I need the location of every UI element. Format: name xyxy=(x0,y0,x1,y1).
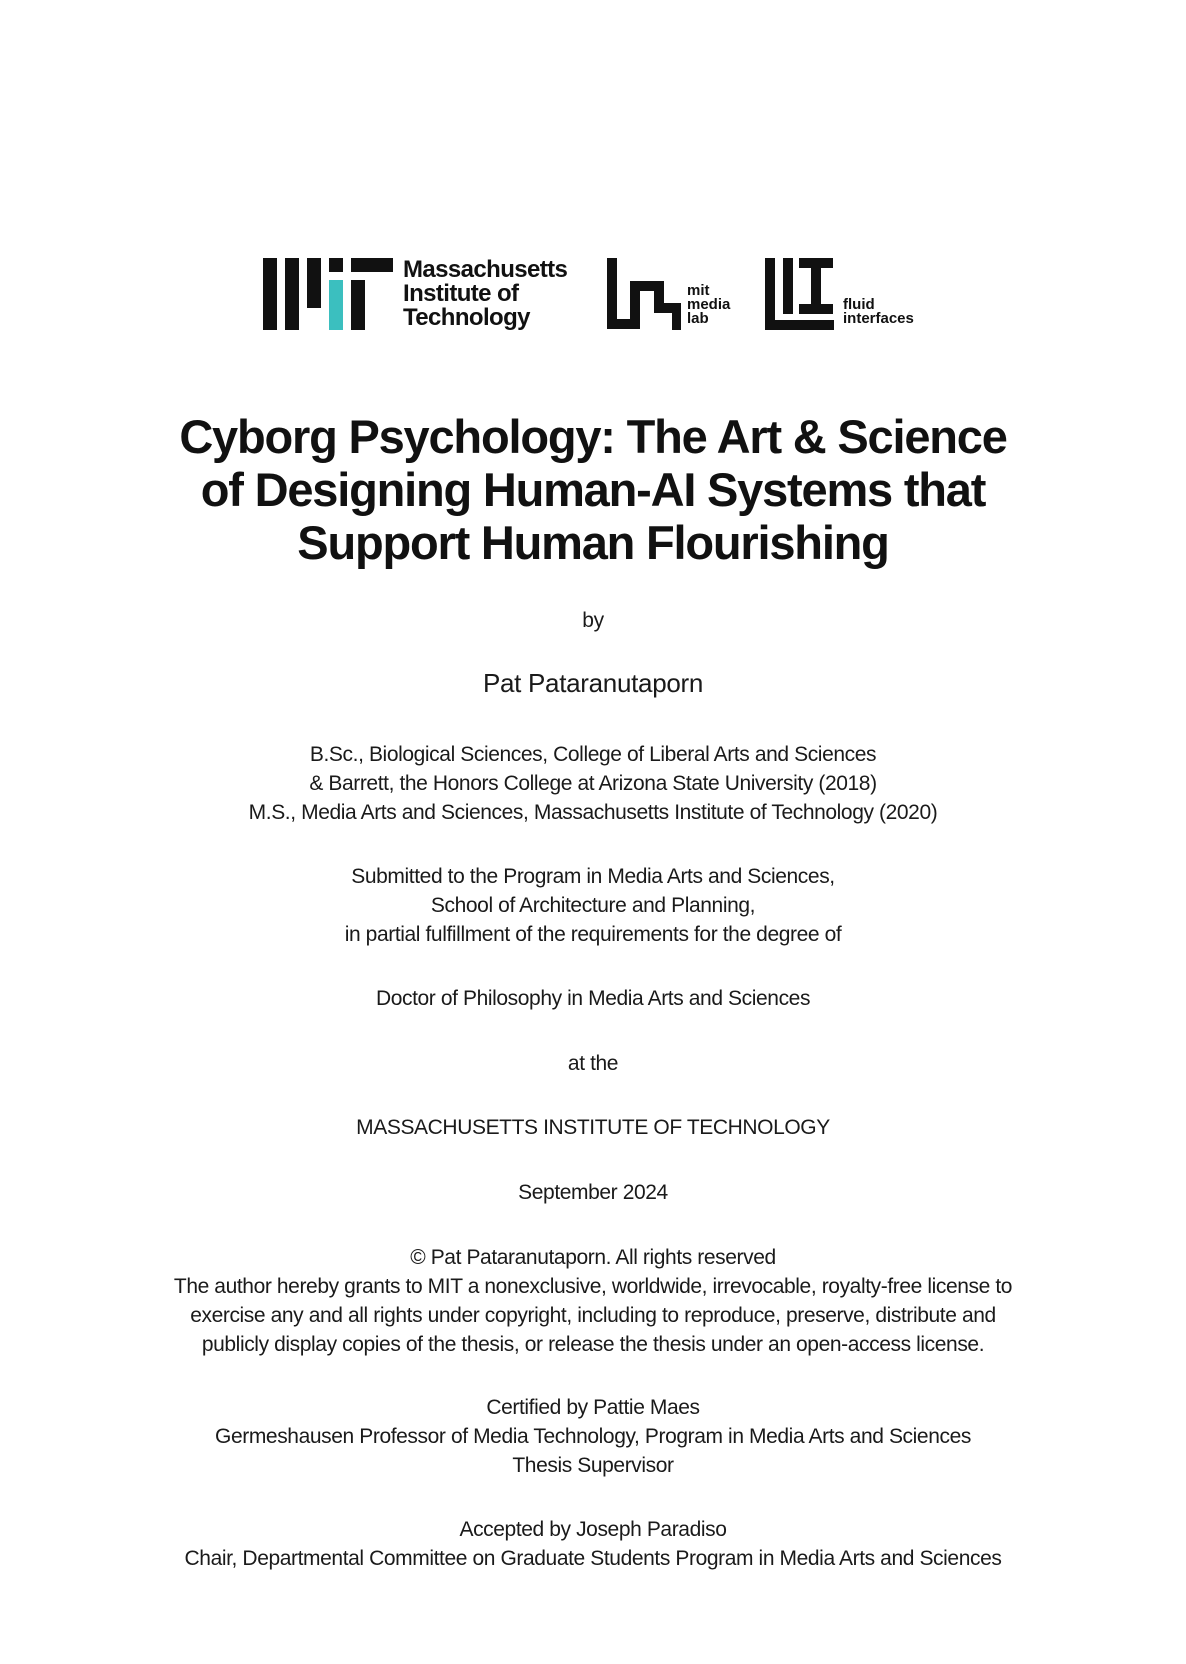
certification xyxy=(60,1393,1126,1480)
author-name: Pat Pataranutaporn xyxy=(482,668,704,698)
mit-wordmark xyxy=(403,258,567,330)
fluid-interfaces-wordmark xyxy=(843,298,914,326)
degree-line: M.S., Media Arts and Sciences, Massachusetts Institute of Technology (2020) xyxy=(248,801,938,824)
prior-degrees xyxy=(60,740,1126,827)
media-lab-wordmark xyxy=(687,284,730,326)
copyright-line: publicly display copies of the thesis, or release the thesis under an open-access license. xyxy=(201,1333,985,1356)
acceptance xyxy=(60,1515,1126,1573)
media-lab-wordmark-line: lab xyxy=(687,310,709,327)
degree-line: B.Sc., Biological Sciences, College of Liberal Arts and Sciences xyxy=(309,743,877,766)
submission-line: Submitted to the Program in Media Arts and Sciences, xyxy=(351,865,835,888)
submission-statement xyxy=(60,862,1126,949)
copyright-notice xyxy=(60,1243,1126,1359)
title-line: of Designing Human-AI Systems that xyxy=(200,463,986,516)
degree-line: & Barrett, the Honors College at Arizona State University (2018) xyxy=(309,772,877,795)
thesis-title xyxy=(60,410,1126,569)
mit-wordmark-line: Technology xyxy=(403,304,530,331)
acceptance-line: Accepted by Joseph Paradiso xyxy=(459,1518,727,1541)
copyright-line: The author hereby grants to MIT a nonexclusive, worldwide, irrevocable, royalty-free license to xyxy=(173,1275,1013,1298)
certification-line: Thesis Supervisor xyxy=(512,1454,674,1477)
by-text: by xyxy=(582,609,604,632)
certification-line: Germeshausen Professor of Media Technology, Program in Media Arts and Sciences xyxy=(215,1425,971,1448)
submission-line: in partial fulfillment of the requirements for the degree of xyxy=(344,923,842,946)
mit-wordmark-line: Massachusetts xyxy=(403,256,568,283)
submission-date: September 2024 xyxy=(518,1181,668,1204)
submission-line: School of Architecture and Planning, xyxy=(430,894,756,917)
title-line: Cyborg Psychology: The Art & Science xyxy=(179,410,1007,463)
degree-sought: Doctor of Philosophy in Media Arts and Sciences xyxy=(375,987,811,1010)
copyright-line: © Pat Pataranutaporn. All rights reserved xyxy=(410,1246,776,1269)
media-lab-wordmark-line: mit xyxy=(687,282,710,299)
media-lab-logo-icon xyxy=(607,258,681,330)
media-lab-wordmark-line: media xyxy=(687,296,731,313)
logo-row xyxy=(263,258,963,330)
institution-name: MASSACHUSETTS INSTITUTE OF TECHNOLOGY xyxy=(356,1116,830,1139)
fluid-interfaces-wordmark-line: interfaces xyxy=(843,310,914,327)
mit-wordmark-line: Institute of xyxy=(403,280,519,307)
copyright-line: exercise any and all rights under copyright, including to reproduce, preserve, distribute and xyxy=(190,1304,996,1327)
acceptance-line: Chair, Departmental Committee on Graduate Students Program in Media Arts and Sciences xyxy=(184,1547,1002,1570)
at-the-text: at the xyxy=(567,1052,619,1075)
certification-line: Certified by Pattie Maes xyxy=(486,1396,700,1419)
mit-logo-icon xyxy=(263,258,393,330)
fluid-interfaces-wordmark-line: fluid xyxy=(843,296,875,313)
fluid-interfaces-logo-icon xyxy=(765,258,837,330)
title-line: Support Human Flourishing xyxy=(297,516,889,569)
